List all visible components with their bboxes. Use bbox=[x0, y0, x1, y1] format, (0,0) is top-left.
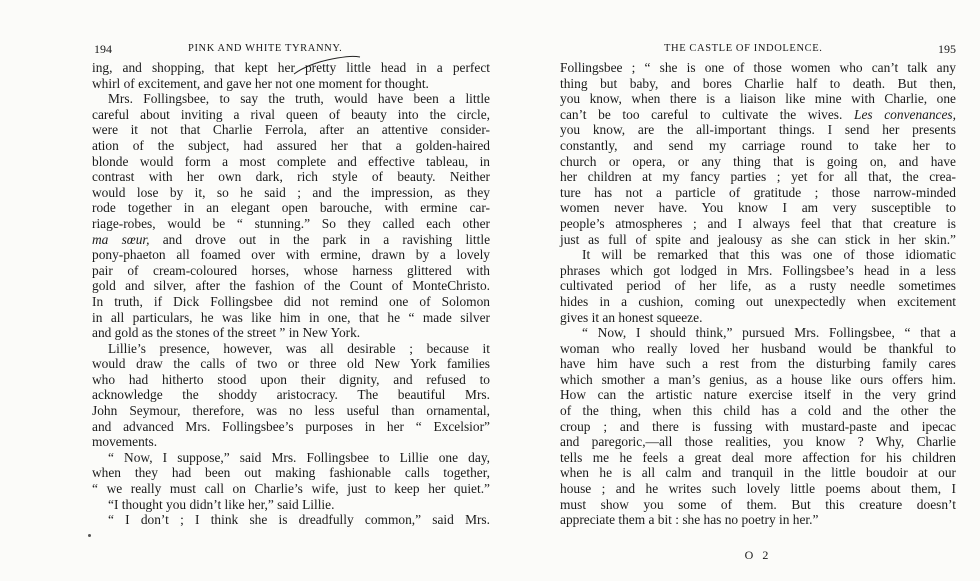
left-page-text-line: blonde would form a most complete and effective tableau, in bbox=[92, 153, 490, 169]
right-body-text bbox=[560, 60, 956, 528]
left-page-text-line: John Seymour, therefore, was no less useful than ornamental, bbox=[92, 403, 490, 419]
right-page-text-line: ture has not a particle of gratitude ; those narrow-minded bbox=[560, 184, 956, 200]
left-page-text-line: “ we really must call on Charlie’s wife, just to keep her quiet.” bbox=[92, 481, 490, 497]
left-page-text-line: ma sœur, and drove out in the park in a ravishing little bbox=[92, 231, 491, 247]
left-page-text-line: riage-robes, would be “ stunning.” So they called each other bbox=[92, 215, 490, 231]
right-page-text-line: when he is all calm and tranquil in the little boudoir at our bbox=[560, 465, 956, 481]
left-page-text-line: rode together in an elegant open barouche, with ermine car- bbox=[92, 200, 490, 216]
right-page-text-line: thing but baby, and bores Charlie half to death. But then, bbox=[560, 75, 956, 91]
left-page-text-line: Mrs. Follingsbee, to say the truth, would have been a little bbox=[108, 91, 490, 107]
right-page-text-line: her children at my fancy parties ; yet for all that, the crea- bbox=[560, 169, 956, 185]
left-page-text-line: acknowledge the shoddy aristocracy. The beautiful Mrs. bbox=[92, 387, 490, 403]
right-page-text-line: which smother a man’s genius, as a house like ours offers him. bbox=[560, 371, 956, 387]
left-page-text-line: careful about inviting a rival queen of beauty into the circle, bbox=[92, 106, 490, 122]
left-page-text-line: pair of cream-coloured horses, whose harness glittered with bbox=[92, 262, 490, 278]
right-page bbox=[560, 0, 956, 581]
right-page-text-line: gives it an honest squeeze. bbox=[560, 309, 703, 325]
right-page-text-line: Follingsbee ; “ she is one of those women who can’t talk any bbox=[560, 60, 956, 75]
left-page-text-line: would draw the calls of two or three old New York families bbox=[92, 356, 490, 372]
left-page-text-line: and advanced Mrs. Follingsbee’s purposes in her “ Excelsior” bbox=[92, 418, 490, 434]
right-page-text-line: cultivated period of her life, as a rusty needle sometimes bbox=[560, 278, 956, 294]
right-running-title: THE CASTLE OF INDOLENCE. bbox=[664, 43, 823, 54]
right-page-text-line: hides in a cushion, coming out unexpectedly when excitement bbox=[560, 293, 956, 309]
ink-speck bbox=[88, 534, 91, 537]
right-page-text-line: church or opera, or any thing that is going on, and have bbox=[560, 153, 956, 169]
left-page-text-line: gold and silver, after the fashion of the Count of MonteChristo. bbox=[92, 278, 490, 294]
right-page-text-line: just as full of spite and jealousy as she can stick in her skin.” bbox=[560, 231, 956, 247]
right-page-text-line: people’s atmospheres ; and I always feel that that creature is bbox=[560, 215, 956, 231]
right-page-text-line: women never have. You know I am very susceptible to bbox=[560, 200, 956, 216]
right-page-text-line: It will be remarked that this was one of those idiomatic bbox=[582, 247, 956, 263]
left-page-text-line: and gold as the stones of the street ” in New York. bbox=[92, 325, 361, 341]
right-page-text-line: must show you some of them. But this creature doesn’t bbox=[560, 496, 956, 512]
right-page-text-line: house ; and he writes such lovely little poems about them, I bbox=[560, 481, 956, 497]
right-page-text-line: and paregoric,—all those realities, you know ? Why, Charlie bbox=[560, 434, 956, 450]
left-page-text-line: Lillie’s presence, however, was all desirable ; because it bbox=[108, 340, 490, 356]
left-page-text-line: in all particulars, he was like him in one, that he “ made silver bbox=[92, 309, 490, 325]
left-body-text bbox=[92, 60, 490, 528]
right-page-text-line: constantly, and send my carriage round to take her to bbox=[560, 137, 956, 153]
left-page-text-line: “ Now, I suppose,” said Mrs. Follingsbee to Lillie one day, bbox=[108, 449, 490, 465]
right-page-text-line: croup ; and there is fussing with mustard-paste and ipecac bbox=[560, 418, 956, 434]
left-page-text-line: would lose by it, so he said ; and the impression, as they bbox=[92, 184, 490, 200]
left-running-head bbox=[92, 42, 490, 56]
right-running-head bbox=[560, 42, 956, 56]
right-page-text-line: you know, when there is a liaison like mine with Charlie, one bbox=[560, 91, 956, 107]
left-page-text-line: ation of the subject, had assured her that a golden-haired bbox=[92, 137, 490, 153]
left-page-text-line: ing, and shopping, that kept her pretty little head in a perfect bbox=[92, 60, 490, 75]
left-page-text-line: pony-phaeton all foamed over with ermine, drawn by a lovely bbox=[92, 247, 490, 263]
left-page-text-line: when they had been out making fashionable calls together, bbox=[92, 465, 490, 481]
signature-mark: O 2 bbox=[744, 548, 772, 562]
left-page-text-line: “I thought you didn’t like her,” said Lillie. bbox=[108, 496, 335, 512]
right-page-text-line: have him have such a rest from the disturbing family cares bbox=[560, 356, 956, 372]
italic-phrase: ma sœur, bbox=[92, 231, 150, 247]
left-page-text-line: contrast with her own dark, rich style of beauty. Neither bbox=[92, 169, 490, 185]
left-page-text-line: “ I don’t ; I think she is dreadfully common,” said Mrs. bbox=[108, 512, 490, 528]
right-page-text-line: woman who really loved her husband would be thankful to bbox=[560, 340, 956, 356]
italic-phrase: Les convenances, bbox=[854, 106, 956, 122]
right-page-text-line: can’t be too careful to cultivate the wives. Les convenances, bbox=[560, 106, 956, 122]
right-page-text-line: phrases which got lodged in Mrs. Follingsbee’s head in a less bbox=[560, 262, 956, 278]
right-page-text-line: How can the artistic nature exercise itself in the very grind bbox=[560, 387, 956, 403]
right-page-text-line: you know, are the all-important things. I send her presents bbox=[560, 122, 956, 138]
left-page-text-line: In truth, if Dick Follingsbee did not remind one of Solomon bbox=[92, 293, 490, 309]
right-page-text-line: “ Now, I should think,” pursued Mrs. Follingsbee, “ that a bbox=[582, 325, 956, 341]
left-page bbox=[92, 0, 490, 581]
left-page-text-line: whirl of excitement, and gave her not one moment for thought. bbox=[92, 75, 429, 91]
left-page-text-line: were it not that Charlie Ferrola, after an attentive consider- bbox=[92, 122, 490, 138]
right-page-text-line: appreciate them a bit : she has no poetry in her.” bbox=[560, 512, 819, 528]
right-page-number: 195 bbox=[938, 42, 956, 56]
left-page-number: 194 bbox=[94, 42, 112, 56]
right-page-text-line: tells me he feels a great deal more affection for his children bbox=[560, 449, 956, 465]
left-page-text-line: who had hitherto stood upon their dignity, and refused to bbox=[92, 371, 490, 387]
left-page-text-line: movements. bbox=[92, 434, 158, 450]
left-running-title: PINK AND WHITE TYRANNY. bbox=[188, 43, 343, 54]
right-page-text-line: of the thing, when this child has a cold and the other the bbox=[560, 403, 956, 419]
